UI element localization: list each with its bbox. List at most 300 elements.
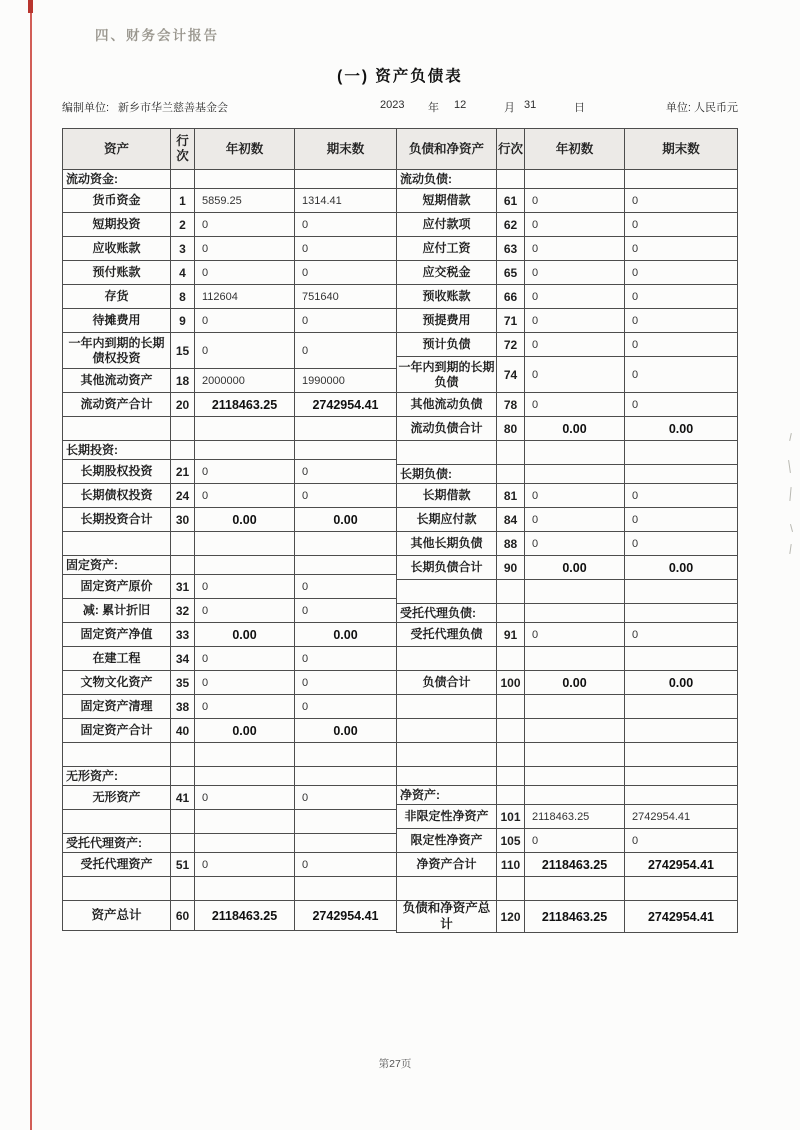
beginning-balance-value — [525, 465, 625, 484]
beginning-balance-value — [195, 170, 295, 189]
ending-balance-value: 0 — [295, 599, 397, 623]
beginning-balance-value: 0 — [525, 623, 625, 647]
row-label: 存货 — [63, 285, 171, 309]
row-line-number: 65 — [497, 261, 525, 285]
liabilities-row- — [397, 786, 738, 805]
row-line-number: 80 — [497, 417, 525, 441]
beginning-balance-value — [195, 441, 295, 460]
ending-balance-value — [625, 604, 738, 623]
row-line-number: 9 — [171, 309, 195, 333]
row-line-number: 62 — [497, 213, 525, 237]
row-line-number: 15 — [171, 333, 195, 369]
row-label: 固定资产合计 — [63, 719, 171, 743]
beginning-balance-value: 0 — [195, 261, 295, 285]
liabilities-row — [397, 743, 738, 767]
beginning-balance-value — [525, 767, 625, 786]
row-line-number: 24 — [171, 484, 195, 508]
row-label — [397, 767, 497, 786]
row-label: 其他流动负债 — [397, 393, 497, 417]
assets-row-9 — [63, 309, 397, 333]
row-label: 短期投资 — [63, 213, 171, 237]
row-line-number: 30 — [171, 508, 195, 532]
beginning-balance-value: 0 — [525, 393, 625, 417]
ending-balance-value: 0 — [625, 237, 738, 261]
row-label — [397, 647, 497, 671]
row-label — [397, 743, 497, 767]
ending-balance-value: 0 — [295, 460, 397, 484]
row-line-number — [171, 743, 195, 767]
beginning-balance-value — [525, 580, 625, 604]
row-label: 流动负债合计 — [397, 417, 497, 441]
beginning-balance-value: 0.00 — [525, 556, 625, 580]
ending-balance-value: 2742954.41 — [625, 805, 738, 829]
scan-red-mark — [28, 0, 33, 13]
row-label: 负债和净资产总计 — [397, 901, 497, 933]
row-line-number: 32 — [171, 599, 195, 623]
row-label: 应收账款 — [63, 237, 171, 261]
row-line-number — [497, 604, 525, 623]
beginning-balance-value — [525, 743, 625, 767]
row-line-number: 105 — [497, 829, 525, 853]
row-line-number: 34 — [171, 647, 195, 671]
assets-row-20 — [63, 393, 397, 417]
beginning-balance-value: 0 — [195, 853, 295, 877]
assets-row-34 — [63, 647, 397, 671]
assets-row-40 — [63, 719, 397, 743]
column-header-beginning-balance: 年初数 — [525, 129, 625, 170]
row-line-number: 88 — [497, 532, 525, 556]
column-header-liabilities-net-assets: 负债和净资产 — [397, 129, 497, 170]
row-label: 文物文化资产 — [63, 671, 171, 695]
beginning-balance-value — [195, 810, 295, 834]
ending-balance-value — [295, 532, 397, 556]
beginning-balance-value: 0 — [525, 508, 625, 532]
ending-balance-value: 1314.41 — [295, 189, 397, 213]
assets-row-31 — [63, 575, 397, 599]
liabilities-row-105 — [397, 829, 738, 853]
date-year-label: 年 — [428, 102, 439, 114]
row-line-number — [497, 465, 525, 484]
assets-row-51 — [63, 853, 397, 877]
ending-balance-value: 0 — [295, 484, 397, 508]
row-line-number — [171, 810, 195, 834]
row-label: 货币资金 — [63, 189, 171, 213]
beginning-balance-value — [195, 417, 295, 441]
beginning-balance-value — [195, 877, 295, 901]
row-line-number: 60 — [171, 901, 195, 931]
page-number: 第27页 — [378, 1058, 412, 1070]
page-title: (一) 资产负债表 — [337, 68, 463, 85]
ending-balance-value — [295, 417, 397, 441]
row-line-number: 40 — [171, 719, 195, 743]
row-label: 固定资产清理 — [63, 695, 171, 719]
beginning-balance-value: 0 — [525, 333, 625, 357]
assets-row-4 — [63, 261, 397, 285]
liabilities-row — [397, 647, 738, 671]
row-label — [63, 743, 171, 767]
row-label: 受托代理负债 — [397, 623, 497, 647]
column-header-beginning-balance: 年初数 — [195, 129, 295, 170]
ending-balance-value: 0 — [625, 484, 738, 508]
row-line-number: 101 — [497, 805, 525, 829]
ending-balance-value: 0 — [625, 357, 738, 393]
ending-balance-value: 0 — [625, 213, 738, 237]
beginning-balance-value — [525, 170, 625, 189]
ending-balance-value: 0 — [625, 532, 738, 556]
ending-balance-value: 0 — [625, 508, 738, 532]
row-label: 流动负债: — [397, 170, 497, 189]
row-label: 流动资产合计 — [63, 393, 171, 417]
ending-balance-value — [625, 767, 738, 786]
beginning-balance-value: 0 — [195, 575, 295, 599]
ending-balance-value: 0.00 — [295, 508, 397, 532]
assets-row-35 — [63, 671, 397, 695]
beginning-balance-value — [525, 786, 625, 805]
ending-balance-value: 0 — [295, 237, 397, 261]
ending-balance-value: 0 — [625, 333, 738, 357]
beginning-balance-value — [525, 647, 625, 671]
beginning-balance-value — [195, 532, 295, 556]
ending-balance-value: 2742954.41 — [295, 393, 397, 417]
ending-balance-value: 0 — [295, 695, 397, 719]
liabilities-row-74 — [397, 357, 738, 393]
column-header-assets: 资产 — [63, 129, 171, 170]
assets-row-41 — [63, 786, 397, 810]
row-label: 应付款项 — [397, 213, 497, 237]
ending-balance-value — [625, 877, 738, 901]
scan-pencil-mark — [789, 433, 792, 441]
assets-row- — [63, 834, 397, 853]
row-label: 其他长期负债 — [397, 532, 497, 556]
row-label: 长期投资: — [63, 441, 171, 460]
row-label — [63, 532, 171, 556]
beginning-balance-value: 0.00 — [195, 623, 295, 647]
assets-row- — [63, 170, 397, 189]
row-line-number: 78 — [497, 393, 525, 417]
assets-row- — [63, 767, 397, 786]
beginning-balance-value: 0 — [195, 484, 295, 508]
beginning-balance-value: 2118463.25 — [525, 901, 625, 933]
row-label: 受托代理资产: — [63, 834, 171, 853]
row-line-number: 110 — [497, 853, 525, 877]
ending-balance-value: 0 — [295, 333, 397, 369]
ending-balance-value — [295, 743, 397, 767]
row-label: 预付账款 — [63, 261, 171, 285]
row-label: 非限定性净资产 — [397, 805, 497, 829]
prepared-by-value: 新乡市华兰慈善基金会 — [118, 102, 228, 114]
row-label — [63, 417, 171, 441]
liabilities-row-63 — [397, 237, 738, 261]
beginning-balance-value: 0 — [525, 237, 625, 261]
liabilities-row-65 — [397, 261, 738, 285]
ending-balance-value: 0 — [295, 575, 397, 599]
assets-row-33 — [63, 623, 397, 647]
row-label: 固定资产: — [63, 556, 171, 575]
assets-row — [63, 417, 397, 441]
liabilities-row-66 — [397, 285, 738, 309]
ending-balance-value — [625, 465, 738, 484]
row-label — [63, 810, 171, 834]
ending-balance-value — [295, 556, 397, 575]
row-line-number: 63 — [497, 237, 525, 261]
assets-row — [63, 877, 397, 901]
liabilities-row-71 — [397, 309, 738, 333]
beginning-balance-value: 2118463.25 — [525, 853, 625, 877]
row-line-number: 74 — [497, 357, 525, 393]
row-line-number: 33 — [171, 623, 195, 647]
ending-balance-value — [295, 170, 397, 189]
beginning-balance-value: 0 — [525, 213, 625, 237]
ending-balance-value: 751640 — [295, 285, 397, 309]
row-line-number — [497, 786, 525, 805]
row-line-number: 4 — [171, 261, 195, 285]
row-label — [397, 580, 497, 604]
assets-row-60 — [63, 901, 397, 931]
row-label: 资产总计 — [63, 901, 171, 931]
ending-balance-value: 0 — [625, 261, 738, 285]
row-label: 预提费用 — [397, 309, 497, 333]
assets-row-3 — [63, 237, 397, 261]
beginning-balance-value — [195, 556, 295, 575]
liabilities-row-91 — [397, 623, 738, 647]
scan-pencil-mark — [790, 524, 793, 532]
row-label: 应交税金 — [397, 261, 497, 285]
row-line-number: 8 — [171, 285, 195, 309]
ending-balance-value — [295, 767, 397, 786]
row-line-number: 41 — [171, 786, 195, 810]
ending-balance-value: 0 — [625, 829, 738, 853]
assets-row — [63, 532, 397, 556]
liabilities-header-row — [397, 129, 738, 170]
liabilities-row-78 — [397, 393, 738, 417]
row-label: 应付工资 — [397, 237, 497, 261]
row-label — [397, 441, 497, 465]
ending-balance-value: 0 — [295, 213, 397, 237]
row-label: 负债合计 — [397, 671, 497, 695]
liabilities-row-101 — [397, 805, 738, 829]
row-line-number: 61 — [497, 189, 525, 213]
assets-header-row — [63, 129, 397, 170]
liabilities-row- — [397, 604, 738, 623]
prepared-by-label: 编制单位: — [62, 102, 110, 114]
ending-balance-value: 0 — [625, 309, 738, 333]
liabilities-row-88 — [397, 532, 738, 556]
row-line-number: 66 — [497, 285, 525, 309]
ending-balance-value: 0.00 — [295, 719, 397, 743]
ending-balance-value: 2742954.41 — [295, 901, 397, 931]
beginning-balance-value: 0 — [525, 357, 625, 393]
beginning-balance-value: 112604 — [195, 285, 295, 309]
assets-row-32 — [63, 599, 397, 623]
beginning-balance-value: 0.00 — [195, 508, 295, 532]
row-line-number: 51 — [171, 853, 195, 877]
liabilities-row — [397, 767, 738, 786]
row-line-number: 35 — [171, 671, 195, 695]
row-line-number: 71 — [497, 309, 525, 333]
row-label — [397, 877, 497, 901]
ending-balance-value — [625, 580, 738, 604]
ending-balance-value: 0.00 — [625, 671, 738, 695]
row-label: 长期负债: — [397, 465, 497, 484]
row-label: 无形资产 — [63, 786, 171, 810]
beginning-balance-value: 0 — [195, 460, 295, 484]
row-line-number — [171, 767, 195, 786]
beginning-balance-value: 0 — [525, 484, 625, 508]
row-line-number: 84 — [497, 508, 525, 532]
row-line-number — [497, 695, 525, 719]
beginning-balance-value — [195, 834, 295, 853]
row-line-number: 31 — [171, 575, 195, 599]
ending-balance-value: 0.00 — [625, 417, 738, 441]
ending-balance-value — [295, 834, 397, 853]
row-line-number — [497, 719, 525, 743]
ending-balance-value: 0 — [295, 647, 397, 671]
column-header-ending-balance: 期末数 — [295, 129, 397, 170]
assets-row-18 — [63, 369, 397, 393]
ending-balance-value — [625, 786, 738, 805]
row-label: 预收账款 — [397, 285, 497, 309]
ending-balance-value: 0 — [295, 786, 397, 810]
ending-balance-value — [295, 810, 397, 834]
ending-balance-value: 1990000 — [295, 369, 397, 393]
column-header-line-no: 行次 — [497, 129, 525, 170]
assets-row — [63, 810, 397, 834]
row-line-number — [171, 556, 195, 575]
beginning-balance-value: 0 — [195, 333, 295, 369]
beginning-balance-value — [525, 441, 625, 465]
assets-row-2 — [63, 213, 397, 237]
row-label: 长期负债合计 — [397, 556, 497, 580]
beginning-balance-value: 0 — [525, 532, 625, 556]
row-label: 长期投资合计 — [63, 508, 171, 532]
row-label — [397, 695, 497, 719]
liabilities-row — [397, 580, 738, 604]
row-label: 长期股权投资 — [63, 460, 171, 484]
ending-balance-value — [625, 441, 738, 465]
liabilities-row-110 — [397, 853, 738, 877]
balance-sheet-table — [62, 128, 738, 933]
row-label: 长期应付款 — [397, 508, 497, 532]
row-label: 一年内到期的长期负债 — [397, 357, 497, 393]
ending-balance-value — [625, 170, 738, 189]
liabilities-row-81 — [397, 484, 738, 508]
row-line-number — [171, 441, 195, 460]
beginning-balance-value: 0 — [525, 829, 625, 853]
ending-balance-value: 0 — [295, 261, 397, 285]
row-line-number — [497, 877, 525, 901]
currency-unit-label: 单位: 人民币元 — [665, 102, 738, 114]
ending-balance-value: 2742954.41 — [625, 853, 738, 877]
liabilities-row — [397, 719, 738, 743]
beginning-balance-value: 2118463.25 — [525, 805, 625, 829]
ending-balance-value: 0 — [295, 853, 397, 877]
row-label: 长期债权投资 — [63, 484, 171, 508]
row-line-number — [497, 170, 525, 189]
assets-row-30 — [63, 508, 397, 532]
ending-balance-value: 0 — [625, 623, 738, 647]
beginning-balance-value — [525, 877, 625, 901]
ending-balance-value: 0 — [625, 285, 738, 309]
row-label: 在建工程 — [63, 647, 171, 671]
date-day-label: 日 — [574, 102, 585, 114]
ending-balance-value: 0 — [295, 309, 397, 333]
row-line-number: 120 — [497, 901, 525, 933]
row-line-number — [497, 580, 525, 604]
liabilities-row-61 — [397, 189, 738, 213]
ending-balance-value: 0 — [625, 189, 738, 213]
beginning-balance-value: 0 — [195, 786, 295, 810]
ending-balance-value — [625, 719, 738, 743]
row-line-number: 81 — [497, 484, 525, 508]
row-label: 无形资产: — [63, 767, 171, 786]
ending-balance-value: 0 — [295, 671, 397, 695]
beginning-balance-value: 0 — [195, 671, 295, 695]
scan-red-margin-line — [30, 0, 32, 1130]
row-label: 固定资产净值 — [63, 623, 171, 647]
ending-balance-value — [625, 647, 738, 671]
assets-row- — [63, 556, 397, 575]
row-line-number: 91 — [497, 623, 525, 647]
liabilities-row-100 — [397, 671, 738, 695]
report-section-header: 四、财务会计报告 — [95, 28, 219, 43]
row-label: 受托代理资产 — [63, 853, 171, 877]
row-label: 净资产合计 — [397, 853, 497, 877]
row-line-number — [171, 417, 195, 441]
liabilities-row — [397, 877, 738, 901]
row-line-number — [497, 441, 525, 465]
liabilities-row-72 — [397, 333, 738, 357]
row-line-number: 100 — [497, 671, 525, 695]
row-line-number: 1 — [171, 189, 195, 213]
row-line-number: 38 — [171, 695, 195, 719]
beginning-balance-value: 0 — [195, 309, 295, 333]
beginning-balance-value — [195, 743, 295, 767]
assets-row — [63, 743, 397, 767]
beginning-balance-value: 2118463.25 — [195, 393, 295, 417]
beginning-balance-value: 0 — [195, 213, 295, 237]
liabilities-row-62 — [397, 213, 738, 237]
row-line-number — [171, 532, 195, 556]
beginning-balance-value — [525, 604, 625, 623]
row-label — [397, 719, 497, 743]
beginning-balance-value: 0 — [195, 695, 295, 719]
liabilities-table — [396, 128, 738, 933]
scan-pencil-mark — [788, 460, 791, 473]
beginning-balance-value: 2000000 — [195, 369, 295, 393]
beginning-balance-value: 0.00 — [525, 417, 625, 441]
row-line-number — [497, 647, 525, 671]
row-line-number — [171, 877, 195, 901]
column-header-line-no: 行次 — [171, 129, 195, 170]
beginning-balance-value — [195, 767, 295, 786]
ending-balance-value — [625, 695, 738, 719]
row-label: 受托代理负债: — [397, 604, 497, 623]
liabilities-row-90 — [397, 556, 738, 580]
row-line-number — [171, 170, 195, 189]
date-month-label: 月 — [504, 102, 515, 114]
ending-balance-value: 0 — [625, 393, 738, 417]
liabilities-row-84 — [397, 508, 738, 532]
row-line-number: 20 — [171, 393, 195, 417]
row-label: 净资产: — [397, 786, 497, 805]
ending-balance-value: 2742954.41 — [625, 901, 738, 933]
row-label: 短期借款 — [397, 189, 497, 213]
row-label: 减: 累计折旧 — [63, 599, 171, 623]
liabilities-row-80 — [397, 417, 738, 441]
row-label: 其他流动资产 — [63, 369, 171, 393]
ending-balance-value: 0.00 — [625, 556, 738, 580]
row-label: 固定资产原价 — [63, 575, 171, 599]
